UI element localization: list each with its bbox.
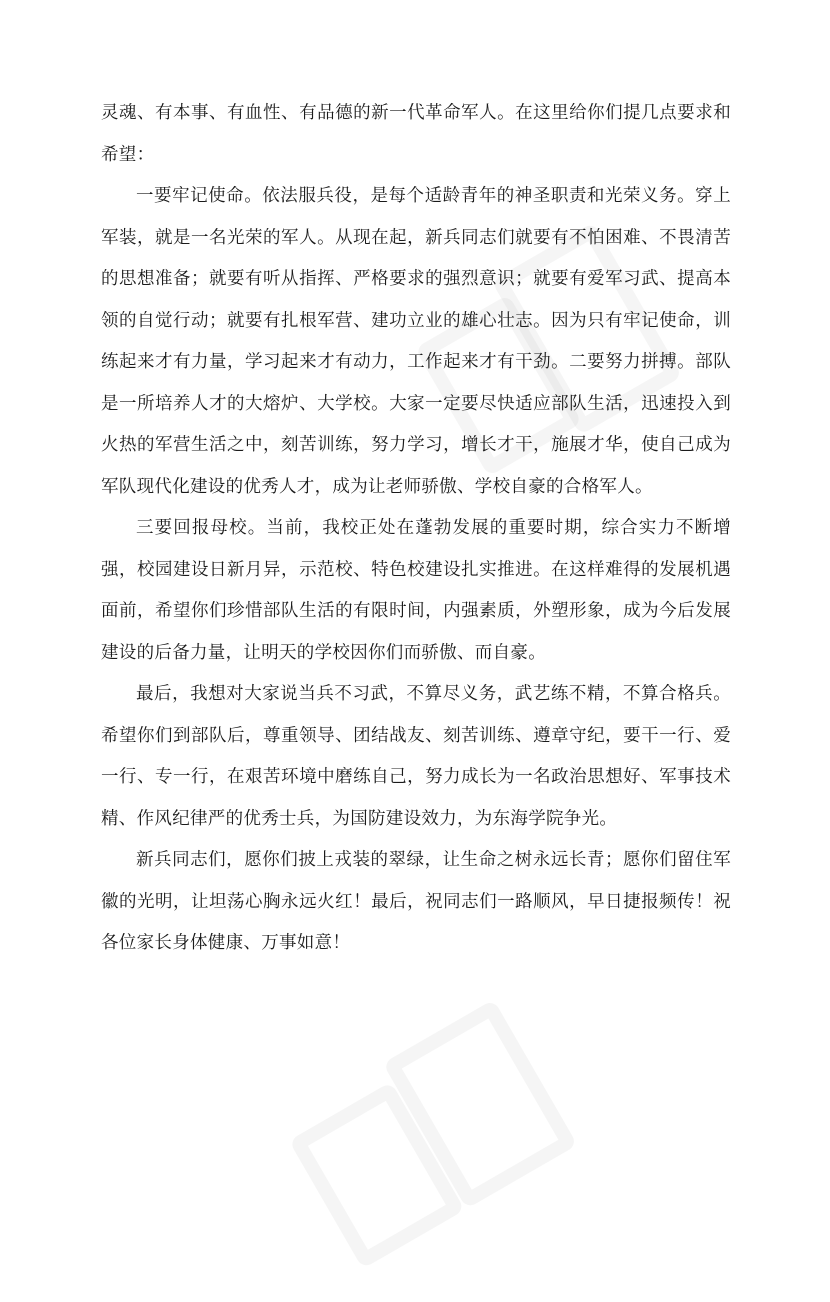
- paragraph-final-words: 最后，我想对大家说当兵不习武，不算尽义务，武艺练不精，不算合格兵。希望你们到部队后，尊重领导、团结战友、刻苦训练、遵章守纪，要干一行、爱一行、专一行，在艰苦环境中磨练自己，努力成长为一名政治思想好、军事技术精、作风纪律严的优秀士兵，为国防建设效力，为东海学院争光。: [101, 684, 731, 829]
- paragraph-intro-continuation: 灵魂、有本事、有血性、有品德的新一代革命军人。在这里给你们提几点要求和希望：: [101, 103, 731, 165]
- paragraph-blessings: 新兵同志们，愿你们披上戎装的翠绿，让生命之树永远长青；愿你们留住军徽的光明，让坦荡心胸永远火红！最后，祝同志们一路顺风，早日捷报频传！祝各位家长身体健康、万事如意！: [101, 850, 731, 953]
- paragraph-mission: 一要牢记使命。依法服兵役，是每个适龄青年的神圣职责和光荣义务。穿上军装，就是一名光荣的军人。从现在起，新兵同志们就要有不怕困难、不畏清苦的思想准备；就要有听从指挥、严格要求的强烈意识；就要有爱军习武、提高本领的自觉行动；就要有扎根军营、建功立业的雄心壮志。因为只有牢记使命，训练起来才有力量，学习起来才有动力，工作起来才有干劲。二要努力拼搏。部队是一所培养人才的大熔炉、大学校。大家一定要尽快适应部队生活，迅速投入到火热的军营生活之中，刻苦训练，努力学习，增长才干，施展才华，使自己成为军队现代化建设的优秀人才，成为让老师骄傲、学校自豪的合格军人。: [101, 186, 731, 497]
- body-text: [101, 93, 731, 965]
- watermark-lower: [270, 978, 630, 1301]
- paragraph-repay-school: 三要回报母校。当前，我校正处在蓬勃发展的重要时期，综合实力不断增强，校园建设日新月异，示范校、特色校建设扎实推进。在这样难得的发展机遇面前，希望你们珍惜部队生活的有限时间，内强素质，外塑形象，成为今后发展建设的后备力量，让明天的学校因你们而骄傲、而自豪。: [101, 518, 731, 663]
